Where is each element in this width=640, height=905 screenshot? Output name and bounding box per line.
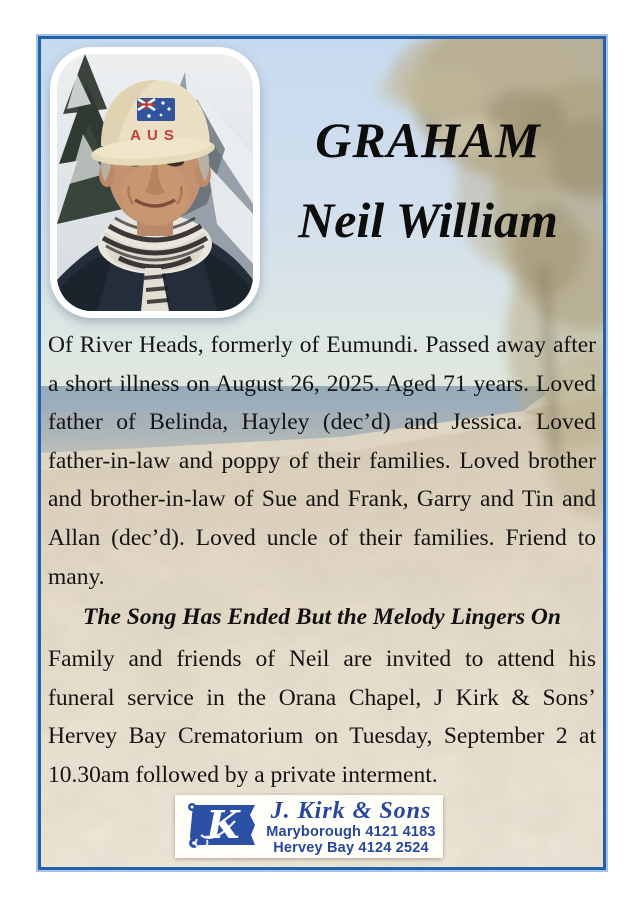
logo-text-block — [261, 798, 437, 856]
logo-phone-maryborough: Maryborough 4121 4183 — [266, 823, 436, 840]
logo-monogram: K — [206, 801, 240, 847]
surname-title: GRAHAM — [315, 112, 541, 168]
logo-phone-hervey-bay: Hervey Bay 4124 2524 — [273, 839, 429, 856]
logo-company-name: J. Kirk & Sons — [270, 797, 432, 824]
funeral-home-logo — [175, 795, 443, 858]
epitaph-line: The Song Has Ended But the Melody Lingers On — [83, 604, 561, 630]
given-names-title: Neil William — [298, 192, 558, 248]
portrait-photo — [50, 47, 260, 318]
memorial-frame — [38, 36, 606, 870]
australia-flag-patch — [137, 98, 175, 121]
scroll-monogram-icon — [185, 801, 261, 853]
obituary-paragraph: Of River Heads, formerly of Eumundi. Passed away after a short illness on August 26, 2025. Aged 71 years. Loved father of Belinda, Hayley (dec’d) and Jessica. Loved father-in-law and poppy of their families. Loved brother and brother-in-law of Sue and Frank, Garry and Tin and Allan (dec’d). Loved uncle of their families. Friend to many. — [48, 332, 596, 590]
portrait-image — [57, 54, 253, 311]
service-details-paragraph: Family and friends of Neil are invited to attend his funeral service in the Orana Chapel, J Kirk & Sons’ Hervey Bay Crematorium on Tuesday, September 2 at 10.30am followed by a private interment. — [48, 646, 596, 788]
cap-text: AUS — [130, 127, 180, 144]
